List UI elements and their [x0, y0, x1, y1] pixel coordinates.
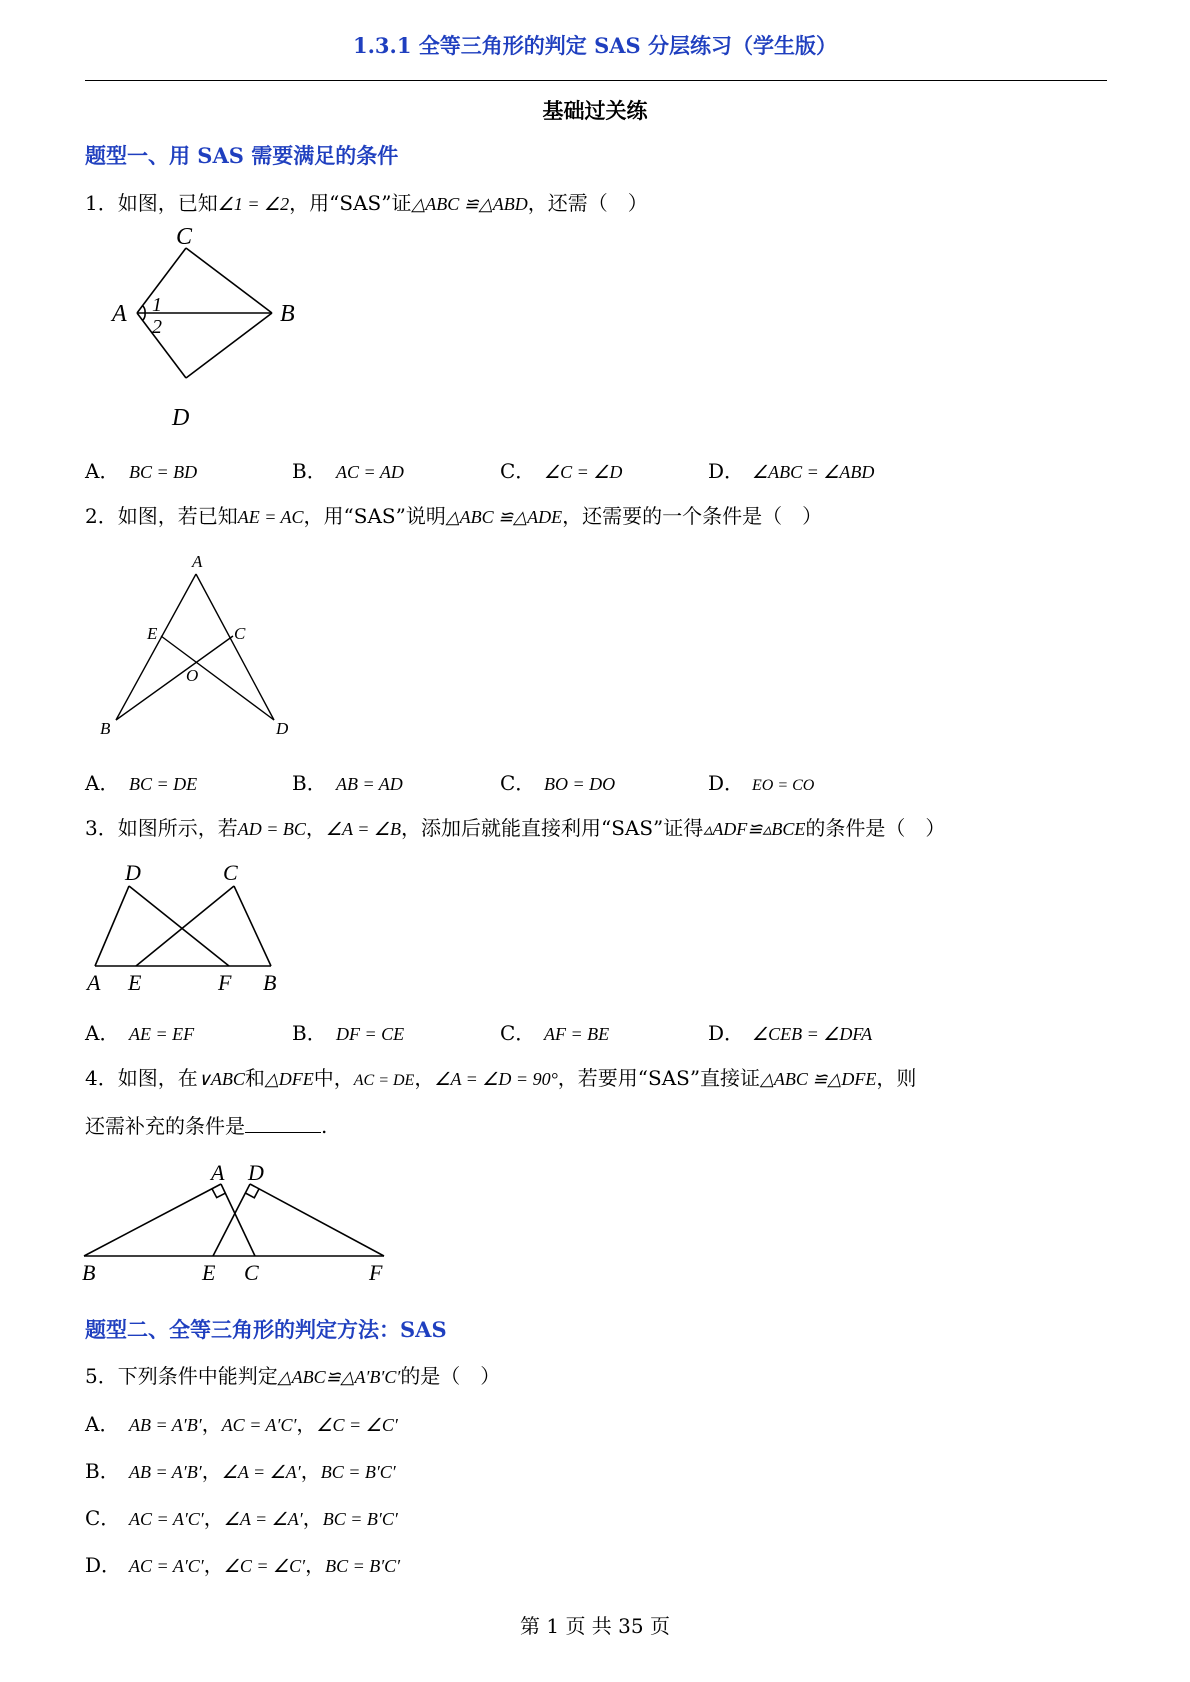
segment-db: [186, 313, 272, 378]
option-condition: AC = A′C′: [129, 1556, 204, 1576]
question-text: 下列条件中能判定: [117, 1364, 278, 1388]
segment-df: [250, 1184, 384, 1256]
option-text: AC = AD: [336, 462, 404, 482]
page-title: 1.3.1 全等三角形的判定 SAS 分层练习（学生版）: [352, 33, 837, 58]
math-expression: △ABC ≌△ABD: [411, 194, 528, 214]
option-text: DF = CE: [336, 1024, 405, 1044]
question-text: 如图所示，若: [117, 816, 238, 840]
question-text: 的条件是（ ）: [805, 816, 946, 840]
option-condition: BC = B′C′: [322, 1509, 398, 1529]
option-2d[interactable]: [708, 767, 814, 796]
math-expression: AD = BC: [237, 819, 306, 839]
option-text: BC = DE: [129, 774, 198, 794]
segment-ad: [196, 574, 274, 720]
option-label: D．: [85, 1553, 122, 1577]
option-label: C．: [500, 771, 536, 795]
math-expression: △ABC ≌△DFE: [760, 1069, 877, 1089]
segment-df: [129, 886, 229, 966]
option-text: ∠C = ∠D: [544, 462, 623, 482]
vertex-label-d: D: [125, 860, 141, 885]
segment-cb: [186, 248, 272, 313]
question-text: ，还需要的一个条件是（ ）: [562, 504, 823, 528]
question-text: ，: [305, 816, 326, 840]
option-label: B．: [292, 771, 327, 795]
question-text: 还需补充的条件是: [85, 1114, 245, 1138]
separator: ，: [203, 1506, 224, 1530]
math-expression: ∠A = ∠D = 90°: [434, 1069, 558, 1089]
vertex-label-c: C: [234, 624, 246, 643]
vertex-label-c: C: [223, 860, 238, 885]
question-3: [85, 812, 945, 841]
question-text: ，若要用“SAS”直接证: [557, 1066, 761, 1090]
option-1c[interactable]: [500, 455, 622, 484]
vertex-label-d: D: [248, 1160, 264, 1185]
option-condition: ∠A = ∠A′: [223, 1509, 303, 1529]
separator: ，: [201, 1412, 222, 1436]
math-expression: ∠A = ∠B: [325, 819, 401, 839]
segment-bc: [116, 636, 233, 720]
vertex-label-d: D: [276, 719, 289, 738]
option-5a[interactable]: [85, 1408, 398, 1437]
question-number: 4．: [85, 1066, 118, 1090]
option-2c[interactable]: [500, 767, 615, 796]
figure-q3: [80, 858, 300, 993]
math-expression: AC = DE: [353, 1072, 415, 1089]
question-text: ，则: [876, 1066, 917, 1090]
option-condition: ∠C = ∠C′: [223, 1556, 306, 1576]
segment-ad: [95, 886, 129, 966]
math-expression: AE = AC: [237, 507, 304, 527]
option-condition: AB = A′B′: [129, 1462, 202, 1482]
vertex-label-b: B: [263, 970, 277, 993]
option-text: AE = EF: [129, 1024, 195, 1044]
question-text: ，用“SAS”证: [289, 191, 412, 215]
question-text: 和: [244, 1066, 265, 1090]
option-label: B．: [85, 1459, 120, 1483]
option-label: D．: [708, 459, 745, 483]
option-3c[interactable]: [500, 1017, 609, 1046]
vertex-label-a: A: [211, 1160, 225, 1185]
question-number: 2．: [85, 504, 118, 528]
angle-label-1: 1: [152, 294, 162, 316]
separator: ，: [296, 1412, 317, 1436]
vertex-label-d: D: [172, 405, 190, 431]
question-text: 中，: [313, 1066, 354, 1090]
vertex-label-e: E: [202, 1260, 216, 1285]
vertex-label-a: A: [112, 301, 127, 327]
vertex-label-f: F: [218, 970, 232, 993]
figure-q1: [100, 228, 320, 433]
option-condition: ∠A = ∠A′: [221, 1462, 301, 1482]
option-text: AB = AD: [336, 774, 403, 794]
angle-2-arc: [143, 313, 145, 320]
vertex-label-b: B: [280, 301, 295, 327]
option-label: C．: [500, 1021, 536, 1045]
math-expression: ∠1 = ∠2: [217, 194, 290, 214]
vertex-label-b: B: [100, 719, 111, 738]
option-text: EO = CO: [752, 777, 815, 794]
section-heading-2: 题型二、全等三角形的判定方法：SAS: [85, 1317, 447, 1342]
section-subtitle: 基础过关练: [542, 98, 648, 123]
header-divider: [85, 80, 1107, 81]
option-1a[interactable]: [85, 455, 197, 484]
segment-ed: [161, 636, 274, 720]
option-2a[interactable]: [85, 767, 197, 796]
vertex-label-o: O: [186, 666, 199, 685]
vertex-label-f: F: [369, 1260, 383, 1285]
option-label: A．: [85, 459, 120, 483]
option-5c[interactable]: [85, 1502, 398, 1531]
segment-ab: [116, 574, 199, 720]
option-label: B．: [292, 459, 327, 483]
question-text: 如图，在: [117, 1066, 198, 1090]
option-label: A．: [85, 1412, 120, 1436]
separator: ，: [305, 1553, 326, 1577]
question-text: ，用“SAS”说明: [303, 504, 446, 528]
question-4: [85, 1062, 916, 1091]
angle-label-2: 2: [152, 316, 162, 338]
option-2b[interactable]: [292, 767, 403, 796]
angle-1-arc: [143, 306, 145, 313]
math-expression: △ABC ≌△ADE: [445, 507, 563, 527]
option-text: AF = BE: [544, 1024, 610, 1044]
option-1b[interactable]: [292, 455, 404, 484]
option-text: ∠ABC = ∠ABD: [752, 462, 875, 482]
page-footer: 第 1 页 共 35 页: [520, 1614, 670, 1638]
vertex-label-c: C: [176, 228, 193, 250]
vertex-label-b: B: [82, 1260, 96, 1285]
option-label: B．: [292, 1021, 327, 1045]
figure-q2: [90, 550, 310, 745]
question-number: 3．: [85, 816, 118, 840]
option-5d[interactable]: [85, 1549, 400, 1578]
option-label: A．: [85, 1021, 120, 1045]
question-4-line-2: [85, 1110, 327, 1139]
question-5: [85, 1360, 500, 1389]
option-label: C．: [85, 1506, 121, 1530]
option-5b[interactable]: [85, 1455, 396, 1484]
section-heading-1: 题型一、用 SAS 需要满足的条件: [85, 143, 399, 168]
math-expression: ∨ABC: [197, 1069, 245, 1089]
separator: ，: [203, 1553, 224, 1577]
question-2: [85, 500, 822, 529]
option-condition: AB = A′B′: [129, 1415, 202, 1435]
vertex-label-a: A: [87, 970, 101, 993]
question-1: [85, 187, 648, 216]
question-text: 如图，若已知: [117, 504, 238, 528]
separator: ，: [201, 1459, 222, 1483]
question-text: ，: [414, 1066, 435, 1090]
option-text: BO = DO: [544, 774, 616, 794]
figure-q4: [78, 1158, 398, 1288]
option-label: C．: [500, 459, 536, 483]
separator: ，: [302, 1506, 323, 1530]
question-text: .: [321, 1114, 328, 1138]
option-condition: AC = A′C′: [221, 1415, 297, 1435]
segment-ba: [84, 1184, 221, 1256]
option-3d[interactable]: [708, 1017, 872, 1046]
option-condition: ∠C = ∠C′: [316, 1415, 398, 1435]
segment-ec: [136, 886, 234, 966]
question-text: 的是（ ）: [400, 1364, 501, 1388]
math-expression: △DFE: [264, 1069, 314, 1089]
option-condition: BC = B′C′: [325, 1556, 401, 1576]
question-text: ，添加后就能直接利用“SAS”证得: [400, 816, 704, 840]
option-label: D．: [708, 771, 745, 795]
vertex-label-e: E: [128, 970, 142, 993]
math-expression: ▵ADF≌▵BCE: [703, 819, 806, 839]
answer-blank[interactable]: [245, 1114, 321, 1133]
option-3a[interactable]: [85, 1017, 194, 1046]
option-3b[interactable]: [292, 1017, 404, 1046]
segment-ed: [213, 1184, 250, 1256]
separator: ，: [300, 1459, 321, 1483]
vertex-label-a: A: [192, 552, 203, 571]
question-text: ，还需（ ）: [527, 191, 648, 215]
option-label: D．: [708, 1021, 745, 1045]
vertex-label-e: E: [147, 624, 158, 643]
option-condition: AC = A′C′: [129, 1509, 204, 1529]
question-number: 5．: [85, 1364, 118, 1388]
question-text: 如图，已知: [117, 191, 218, 215]
option-text: BC = BD: [129, 462, 198, 482]
option-label: A．: [85, 771, 120, 795]
vertex-label-c: C: [244, 1260, 259, 1285]
option-condition: BC = B′C′: [320, 1462, 396, 1482]
math-expression: △ABC≌△A′B′C′: [277, 1367, 401, 1387]
option-1d[interactable]: [708, 455, 874, 484]
segment-cb: [234, 886, 271, 966]
question-number: 1．: [85, 191, 118, 215]
option-text: ∠CEB = ∠DFA: [752, 1024, 873, 1044]
